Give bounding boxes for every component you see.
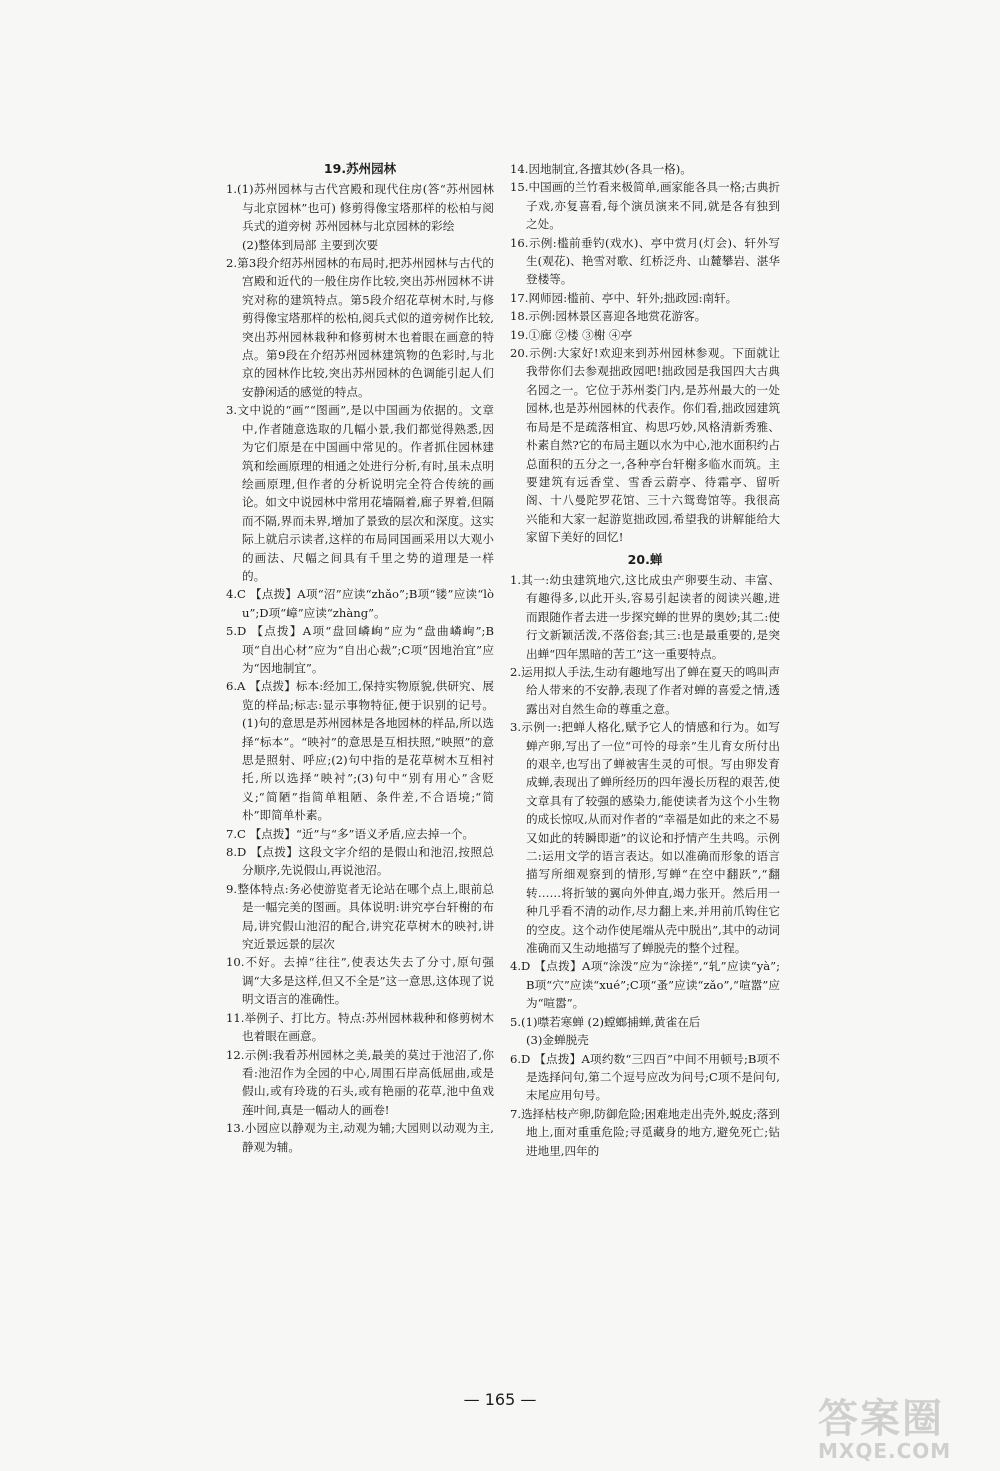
answer-item: 13.小园应以静观为主,动观为辅;大园则以动观为主,静观为辅。: [226, 1121, 494, 1154]
answer-item: 5.(1)噤若寒蝉 (2)螳螂捕蝉,黄雀在后: [510, 1014, 701, 1029]
answer-item: 11.举例子、打比方。特点:苏州园林栽种和修剪树木也着眼在画意。: [226, 1010, 494, 1044]
answer-item: 8.D 【点拨】这段文字介绍的是假山和池沼,按照总分顺序,先说假山,再说池沼。: [226, 845, 494, 878]
answer-item: 6.A 【点拨】标本:经加工,保持实物原貌,供研究、展览的样品;标志:显示事物特征,便于识别的记号。(1)句的意思是苏州园林是各地园林的样品,所以选择“标本”。“映衬”的意思是互相扶照,“映照”的意思是照射、呼应;(2)句中指的是花草树木互相衬托,所以选择“映衬”;(3)句中“别有用心”含贬义;“简陋”指简单粗陋、条件差,不合语境;“简朴”即简单朴素。: [226, 679, 494, 823]
section-heading-20: 20.蝉: [627, 551, 663, 567]
answer-item: 4.C 【点拨】A项“沼”应读“zhǎo”;B项“镂”应读“lòu”;D项“嶂”应读“zhàng”。: [226, 587, 494, 620]
answer-subitem: (2)整体到局部 主要到次要: [242, 237, 379, 252]
answer-item: 3.文中说的“画”“图画”,是以中国画为依据的。文章中,作者随意选取的几幅小景,我们都觉得熟悉,因为它们原是在中国画中常见的。作者抓住园林建筑和绘画原理的相通之处进行分析,有时,虽未点明绘画原理,但作者的分析说明完全符合传统的画论。如文中说园林中常用花墙隔着,廊子界着,但隔而不隔,界而未界,增加了景致的层次和深度。这实际上就启示读者,这样的布局同国画采用以大观小的画法、尺幅之间具有千里之势的道理是一样的。: [226, 403, 494, 583]
answer-item: 16.示例:槛前垂钓(戏水)、亭中赏月(灯会)、轩外写生(观花)、艳雪对歌、红桥泛舟、山麓攀岩、湛华登楼等。: [510, 235, 780, 287]
answer-item: 4.D 【点拨】A项“涂泼”应为“涂搓”,“轧”应读“yà”;B项“穴”应读“xué”;C项“蚤”应读“zǎo”,“喧嚣”应为“喧嚣”。: [510, 959, 780, 1011]
answer-item: 14.因地制宜,各擅其妙(各具一格)。: [510, 162, 692, 176]
answer-item: 2.第3段介绍苏州园林的布局时,把苏州园林与古代的宫殿和近代的一般住房作比较,突出苏州园林不讲究对称的建筑特点。第5段介绍花草树木时,与修剪得像宝塔那样的松柏,阅兵式似的道旁树作比较,突出苏州园林栽种和修剪树木也着眼在画意的特点。第9段在介绍苏州园林建筑物的色彩时,与北京的园林作比较,突出苏州园林的色调能引起人们安静闲适的感觉的特点。: [226, 256, 494, 399]
answer-item: 1.其一:幼虫建筑地穴,这比成虫产卵要生动、丰富、有趣得多,以此开头,容易引起读者的阅读兴趣,进而跟随作者去进一步探究蝉的世界的奥妙;其二:使行文新颖活泼,不落俗套;其三:也是最重要的,是突出蝉“四年黑暗的苦工”这一重要特点。: [510, 572, 780, 661]
answer-item: 2.运用拟人手法,生动有趣地写出了蝉在夏天的鸣叫声给人带来的不安静,表现了作者对蝉的喜爱之情,透露出对自然生命的尊重之意。: [510, 664, 780, 716]
answer-item: 7.C 【点拨】“近”与“多”语义矛盾,应去掉一个。: [226, 826, 475, 841]
watermark-bottom: MXQE.COM: [818, 1439, 952, 1463]
answer-item: 20.示例:大家好!欢迎来到苏州园林参观。下面就让我带你们去参观拙政园吧!拙政园是我国四大古典名园之一。它位于苏州娄门内,是苏州最大的一处园林,也是苏州园林的代表作。你们看,拙政园建筑布局是不是疏落相宜、构思巧妙,风格清新秀雅、朴素自然?它的布局主题以水为中心,池水面积约占总面积的五分之一,各种亭台轩榭多临水而筑。主要建筑有远香堂、雪香云蔚亭、待霜亭、留听阁、十八曼陀罗花馆、三十六鸳鸯馆等。我很高兴能和大家一起游览拙政园,希望我的讲解能给大家留下美好的回忆!: [510, 346, 780, 545]
answer-item: 5.D 【点拨】A项“盘回嶙峋”应为“盘曲嶙峋”;B项“自出心材”应为“自出心裁”;C项“因地治宜”应为“因地制宜”。: [226, 624, 494, 675]
left-column: [226, 160, 494, 1156]
page-number: — 165 —: [463, 1390, 537, 1409]
watermark-top: 答案圈: [818, 1396, 944, 1442]
right-column: [510, 160, 780, 1160]
answer-item: 18.示例:园林景区喜迎各地赏花游客。: [510, 309, 707, 324]
answer-item: 1.(1)苏州园林与古代宫殿和现代住房(答“苏州园林与北京园林”也可) 修剪得像宝塔那样的松柏与阅兵式的道旁树 苏州园林与北京园林的彩绘: [226, 182, 494, 234]
answer-item: 15.中国画的兰竹看来极简单,画家能各具一格;古典折子戏,亦复喜看,每个演员演来不同,就是各有独到之处。: [510, 180, 780, 232]
answer-item: 12.示例:我看苏州园林之美,最美的莫过于池沼了,你看:池沼作为全园的中心,周围石岸高低屈曲,或是假山,或有玲珑的石头,或有艳丽的花草,池中鱼戏莲叶间,真是一幅动人的画卷!: [226, 1047, 494, 1117]
right-answer-list-b: [510, 571, 780, 1160]
answer-item: 19.①廊 ②楼 ③榭 ④亭: [510, 327, 633, 342]
site-watermark-logo: [818, 1398, 996, 1468]
answer-item: 10.不好。去掉“往往”,使表达失去了分寸,原句强调“大多是这样,但又不全是”这一意思,这体现了说明文语言的准确性。: [226, 955, 494, 1007]
answer-item: 3.示例一:把蝉人格化,赋予它人的情感和行为。如写蝉产卵,写出了一位“可怜的母亲”生儿育女所付出的艰辛,也写出了蝉被害生灵的可恨。写由卵发育成蝉,表现出了蝉所经历的四年漫长历程的艰苦,使文章具有了较强的感染力,能使读者为这个小生物的成长惊叹,从而对作者的“幸福是如此的来之不易又如此的转瞬即逝”的议论和抒情产生共鸣。示例二:运用文学的语言表达。如以准确而形象的语言描写所细观察到的情形,写蝉“在空中翻跃”,“翻转……将折皱的翼向外伸直,竭力张开。然后用一种几乎看不清的动作,尽力翻上来,并用前爪钩住它的空皮。这个动作使尾端从壳中脱出”,其中的动词准确而又生动地描写了蝉脱壳的整个过程。: [510, 720, 780, 956]
answer-item: 6.D 【点拨】A项约数“三四百”中间不用顿号;B项不是选择问句,第二个逗号应改为问号;C项不是问句,末尾应用句号。: [510, 1051, 780, 1103]
answer-item: 7.选择枯枝产卵,防御危险;困难地走出壳外,蜕皮;落到地上,面对重重危险;寻觅藏身的地方,避免死亡;钻进地里,四年的: [510, 1106, 780, 1158]
right-answer-list-a: [510, 160, 780, 547]
answer-item: 17.网师园:槛前、亭中、轩外;拙政园:南轩。: [510, 290, 738, 305]
section-heading-19: 19.苏州园林: [323, 161, 397, 176]
left-answer-list: [226, 180, 494, 1156]
answer-item: 9.整体特点:务必使游览者无论站在哪个点上,眼前总是一幅完美的图画。具体说明:讲究亭台轩榭的布局,讲究假山池沼的配合,讲究花草树木的映衬,讲究近景远景的层次: [226, 881, 494, 952]
answer-subitem: (3)金蝉脱壳: [526, 1033, 589, 1048]
